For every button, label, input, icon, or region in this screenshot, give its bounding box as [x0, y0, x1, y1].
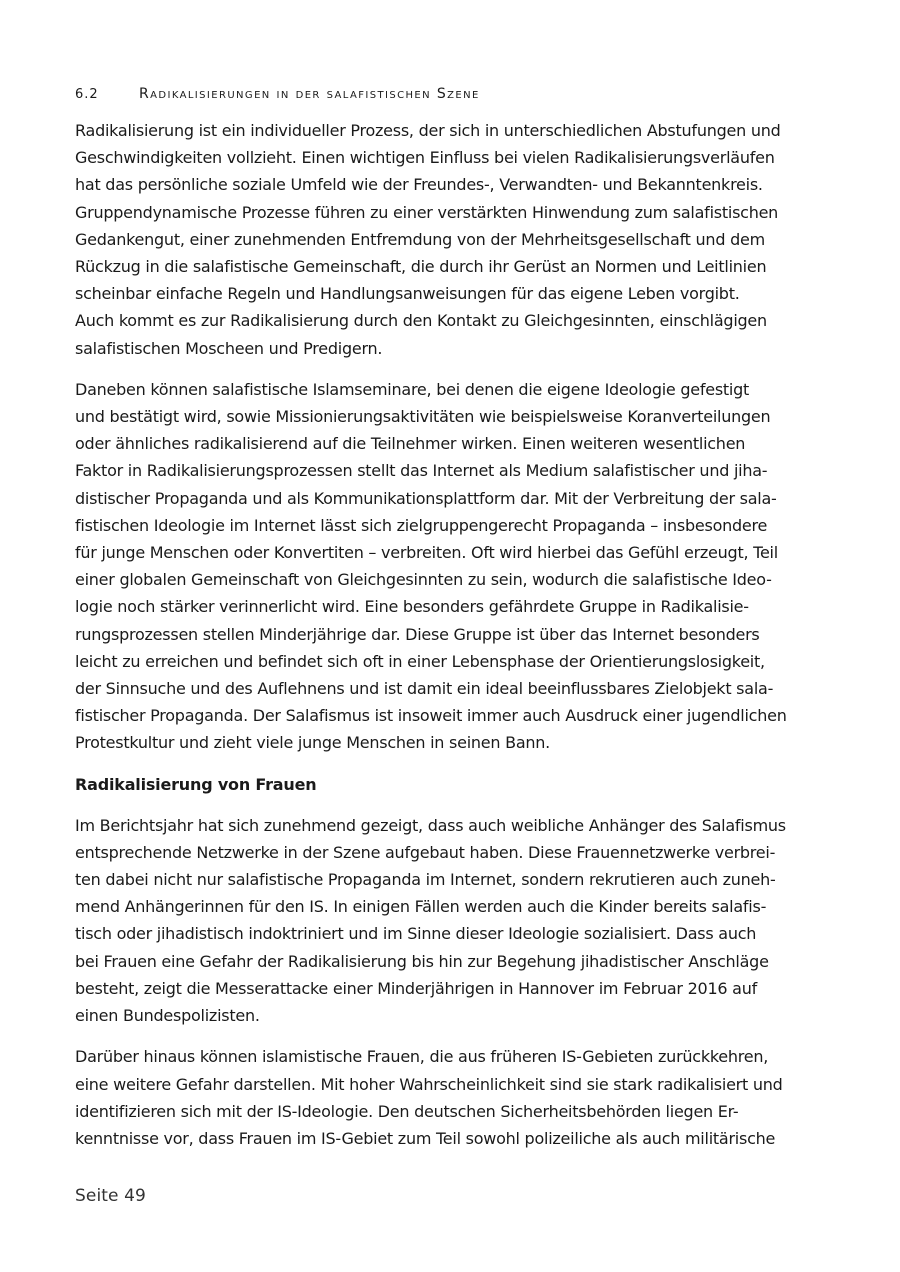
text-line: tisch oder jihadistisch indoktriniert und im Sinne dieser Ideologie sozialisiert. Dass auch [75, 924, 757, 944]
text-line: einen Bundespolizisten. [75, 1006, 260, 1026]
text-line: logie noch stärker verinnerlicht wird. Eine besonders gefährdete Gruppe in Radikalisie- [75, 597, 749, 617]
paragraph-spacer [75, 757, 827, 771]
text-line: besteht, zeigt die Messerattacke einer Minderjährigen in Hannover im Februar 2016 auf [75, 978, 757, 998]
text-line: kenntnisse vor, dass Frauen im IS-Gebiet zum Teil sowohl polizeiliche als auch militärische [75, 1128, 776, 1148]
text-line: ten dabei nicht nur salafistische Propaganda im Internet, sondern rekrutieren auch zuneh- [75, 870, 776, 890]
text-line: der Sinnsuche und des Auflehnens und ist damit ein ideal beeinflussbares Zielobjekt sala- [75, 679, 774, 699]
text-line: distischer Propaganda und als Kommunikationsplattform dar. Mit der Verbreitung der sala- [75, 488, 777, 508]
text-line: Gruppendynamische Prozesse führen zu einer verstärkten Hinwendung zum salafistischen [75, 202, 779, 222]
text-line: Protestkultur und zieht viele junge Menschen in seinen Bann. [75, 733, 550, 753]
text-line: leicht zu erreichen und befindet sich oft in einer Lebensphase der Orientierungslosigkeit, [75, 651, 765, 671]
text-line: und bestätigt wird, sowie Missionierungsaktivitäten wie beispielsweise Koranverteilungen [75, 407, 771, 427]
text-line: entsprechende Netzwerke in der Szene aufgebaut haben. Diese Frauennetzwerke verbrei- [75, 842, 776, 862]
text-line: Im Berichtsjahr hat sich zunehmend gezeigt, dass auch weibliche Anhänger des Salafismus [75, 815, 786, 835]
text-line: einer globalen Gemeinschaft von Gleichgesinnten zu sein, wodurch die salafistische Ideo- [75, 570, 772, 590]
paragraph-spacer [75, 1029, 827, 1043]
section-number: 6.2 [75, 87, 99, 102]
text-line: fistischer Propaganda. Der Salafismus ist insoweit immer auch Ausdruck einer jugendlichen [75, 706, 787, 726]
text-line: Gedankengut, einer zunehmenden Entfremdung von der Mehrheitsgesellschaft und dem [75, 229, 765, 249]
page-number: Seite 49 [75, 1186, 146, 1206]
text-line: Auch kommt es zur Radikalisierung durch den Kontakt zu Gleichgesinnten, einschlägigen [75, 311, 767, 331]
section-heading [75, 84, 827, 105]
document-page [75, 84, 827, 1152]
text-line: Darüber hinaus können islamistische Frauen, die aus früheren IS-Gebieten zurückkehren, [75, 1047, 769, 1067]
paragraph-frauennetzwerke [75, 812, 827, 1030]
text-line: scheinbar einfache Regeln und Handlungsanweisungen für das eigene Leben vorgibt. [75, 284, 740, 304]
text-line: Faktor in Radikalisierungsprozessen stellt das Internet als Medium salafistischer und jiha- [75, 461, 768, 481]
section-title: Radikalisierungen in der salafistischen Szene [139, 86, 480, 102]
text-line: Geschwindigkeiten vollzieht. Einen wichtigen Einfluss bei vielen Radikalisierungsverläufen [75, 148, 775, 168]
text-line: identifizieren sich mit der IS-Ideologie. Den deutschen Sicherheitsbehörden liegen Er- [75, 1101, 739, 1121]
paragraph-spacer [75, 362, 827, 376]
text-line: oder ähnliches radikalisierend auf die Teilnehmer wirken. Einen weiteren wesentlichen [75, 434, 746, 454]
paragraph-radikalisierung-prozess [75, 117, 827, 362]
paragraph-spacer [75, 798, 827, 812]
text-line: rungsprozessen stellen Minderjährige dar. Diese Gruppe ist über das Internet besonders [75, 624, 760, 644]
paragraph-rueckkehrerinnen [75, 1043, 827, 1152]
paragraph-islamseminare [75, 376, 827, 757]
text-line: salafistischen Moscheen und Predigern. [75, 338, 383, 358]
text-line: bei Frauen eine Gefahr der Radikalisierung bis hin zur Begehung jihadistischer Anschläge [75, 951, 769, 971]
text-line: für junge Menschen oder Konvertiten – verbreiten. Oft wird hierbei das Gefühl erzeugt, Teil [75, 543, 778, 563]
subheading-radikalisierung-frauen: Radikalisierung von Frauen [75, 774, 317, 794]
text-line: Daneben können salafistische Islamseminare, bei denen die eigene Ideologie gefestigt [75, 379, 750, 399]
text-line: Radikalisierung ist ein individueller Prozess, der sich in unterschiedlichen Abstufungen und [75, 121, 781, 140]
text-line: hat das persönliche soziale Umfeld wie der Freundes-, Verwandten- und Bekanntenkreis. [75, 175, 763, 195]
text-line: fistischen Ideologie im Internet lässt sich zielgruppengerecht Propaganda – insbesondere [75, 515, 768, 535]
text-line: mend Anhängerinnen für den IS. In einigen Fällen werden auch die Kinder bereits salafis- [75, 897, 767, 917]
text-line: eine weitere Gefahr darstellen. Mit hoher Wahrscheinlichkeit sind sie stark radikalisiert und [75, 1074, 783, 1094]
text-line: Rückzug in die salafistische Gemeinschaft, die durch ihr Gerüst an Normen und Leitlinien [75, 257, 767, 277]
